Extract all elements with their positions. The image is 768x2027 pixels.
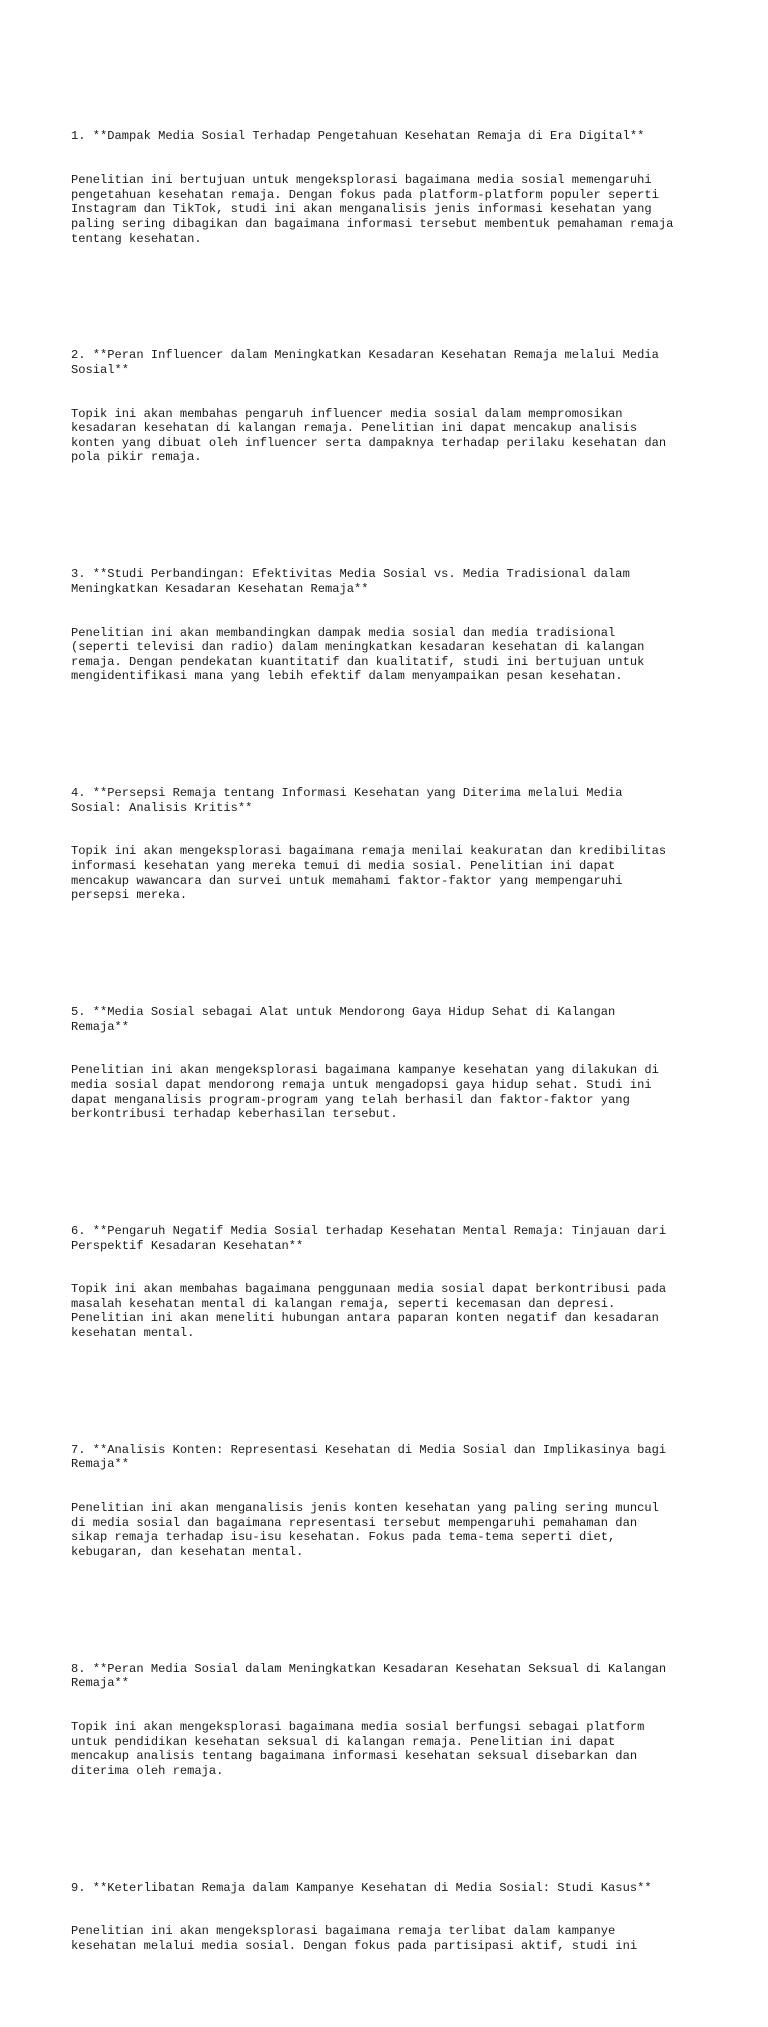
- item-title: 9. **Keterlibatan Remaja dalam Kampanye Kesehatan di Media Sosial: Studi Kasus**: [71, 1880, 652, 1895]
- item-body: Penelitian ini akan menganalisis jenis konten kesehatan yang paling sering muncul di media sosial dan bagaimana representasi tersebut mempengaruhi pemahaman dan sikap remaja terhadap isu-isu kesehatan. Fokus pada tema-tema seperti diet, kebugaran, dan kesehatan mental.: [71, 1501, 659, 1559]
- document-text: [71, 71, 701, 2027]
- item-title: 8. **Peran Media Sosial dalam Meningkatkan Kesadaran Kesehatan Seksual di Kalangan Remaja**: [71, 1661, 667, 1691]
- item-title: 7. **Analisis Konten: Representasi Kesehatan di Media Sosial dan Implikasinya bagi Remaja**: [71, 1442, 667, 1472]
- list-item: [71, 100, 701, 275]
- item-body: Topik ini akan membahas bagaimana penggunaan media sosial dapat berkontribusi pada masalah kesehatan mental di kalangan remaja, seperti kecemasan dan depresi. Penelitian ini akan meneliti hubungan antara paparan konten negatif dan kesadaran kesehatan mental.: [71, 1282, 667, 1341]
- list-item: [71, 1633, 701, 1808]
- item-title: 1. **Dampak Media Sosial Terhadap Pengetahuan Kesehatan Remaja di Era Digital**: [71, 129, 645, 144]
- list-item: [71, 1851, 701, 1982]
- item-title: 6. **Pengaruh Negatif Media Sosial terhadap Kesehatan Mental Remaja: Tinjauan dari Perspektif Kesadaran Kesehatan**: [71, 1223, 667, 1253]
- item-body: Topik ini akan membahas pengaruh influencer media sosial dalam mempromosikan kesadaran kesehatan di kalangan remaja. Penelitian ini dapat mencakup analisis konten yang dibuat oleh influencer serta dampaknya terhadap perilaku kesehatan dan pola pikir remaja.: [71, 406, 667, 465]
- item-body: Topik ini akan mengeksplorasi bagaimana remaja menilai keakuratan dan kredibilitas informasi kesehatan yang mereka temui di media sosial. Penelitian ini dapat mencakup wawancara dan survei untuk memahami faktor-faktor yang mempengaruhi persepsi mereka.: [71, 844, 667, 903]
- list-item: [71, 538, 701, 713]
- list-item: [71, 976, 701, 1151]
- list-item: [71, 319, 701, 494]
- item-title: 4. **Persepsi Remaja tentang Informasi Kesehatan yang Diterima melalui Media Sosial: Analisis Kritis**: [71, 786, 623, 815]
- item-body: Penelitian ini bertujuan untuk mengeksplorasi bagaimana media sosial memengaruhi pengetahuan kesehatan remaja. Dengan fokus pada platform-platform populer seperti Instagram dan TikTok, studi ini akan menganalisis jenis informasi kesehatan yang paling sering dibagikan dan bagaimana informasi tersebut membentuk pemahaman remaja tentang kesehatan.: [71, 173, 674, 246]
- item-body: Penelitian ini akan membandingkan dampak media sosial dan media tradisional (seperti televisi dan radio) dalam meningkatkan kesadaran kesehatan di kalangan remaja. Dengan pendekatan kuantitatif dan kualitatif, studi ini bertujuan untuk mengidentifikasi mana yang lebih efektif dalam menyampaikan pesan kesehatan.: [71, 625, 645, 684]
- list-item: [71, 1195, 701, 1370]
- item-title: 5. **Media Sosial sebagai Alat untuk Mendorong Gaya Hidup Sehat di Kalangan Remaja**: [71, 1005, 616, 1034]
- item-body: Penelitian ini akan mengeksplorasi bagaimana kampanye kesehatan yang dilakukan di media sosial dapat mendorong remaja untuk mengadopsi gaya hidup sehat. Studi ini dapat menganalisis program-program yang telah berhasil dan faktor-faktor yang berkontribusi terhadap keberhasilan tersebut.: [71, 1063, 659, 1122]
- item-body: Penelitian ini akan mengeksplorasi bagaimana remaja terlibat dalam kampanye kesehatan melalui media sosial. Dengan fokus pada partisipasi aktif, studi ini: [71, 1924, 638, 1953]
- list-item: [71, 757, 701, 932]
- item-title: 2. **Peran Influencer dalam Meningkatkan Kesadaran Kesehatan Remaja melalui Media Sosial**: [71, 348, 659, 377]
- item-body: Topik ini akan mengeksplorasi bagaimana media sosial berfungsi sebagai platform untuk pendidikan kesehatan seksual di kalangan remaja. Penelitian ini dapat mencakup analisis tentang bagaimana informasi kesehatan seksual disebarkan dan diterima oleh remaja.: [71, 1720, 645, 1778]
- item-title: 3. **Studi Perbandingan: Efektivitas Media Sosial vs. Media Tradisional dalam Meningkatkan Kesadaran Kesehatan Remaja**: [71, 567, 630, 596]
- list-item: [71, 1414, 701, 1589]
